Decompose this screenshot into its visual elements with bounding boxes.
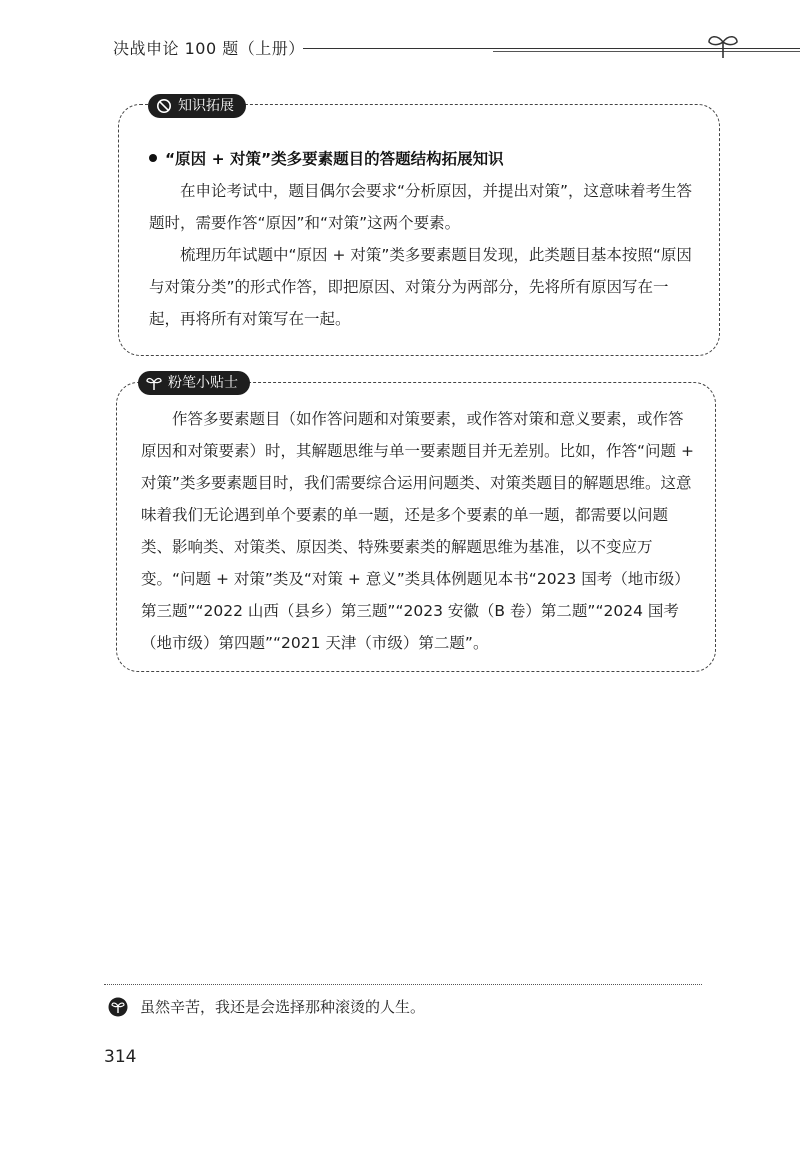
knowledge-extension-box xyxy=(118,104,720,356)
footer-quote-text: 虽然辛苦，我还是会选择那种滚烫的人生。 xyxy=(140,998,426,1016)
knowledge-paragraph-2: 梳理历年试题中“原因 + 对策”类多要素题目发现，此类题目基本按照“原因与对策分类”的形式作答，即把原因、对策分为两部分，先将所有原因写在一起，再将所有对策写在一起。 xyxy=(149,246,692,328)
knowledge-content xyxy=(149,143,697,335)
header-rule-secondary xyxy=(493,51,800,52)
sprout-icon xyxy=(705,30,741,60)
sprout-icon xyxy=(146,375,162,391)
book-title: 决战申论 100 题（上册） xyxy=(113,39,305,58)
sprout-icon xyxy=(108,997,128,1017)
page-header xyxy=(113,36,733,66)
footer-divider xyxy=(104,984,702,985)
footer-quote xyxy=(108,996,425,1017)
knowledge-heading xyxy=(149,143,697,175)
tips-paragraph: 作答多要素题目（如作答问题和对策要素，或作答对策和意义要素，或作答原因和对策要素）时，其解题思维与单一要素题目并无差别。比如，作答“问题 + 对策”类多要素题目时，我们需要综合运用问题类、对策类题目的解题思维。这意味着我们无论遇到单个要素的单一题，还是多个要素的单一题，都需要以问题类、影响类、对策类、原因类、特殊要素类的解题思维为基准，以不变应万变。“问题 + 对策”类及“对策 + 意义”类具体例题见本书“2023 国考（地市级）第三题”“2022 山西（县乡）第三题”“2023 安徽（B 卷）第二题”“2024 国考（地市级）第四题”“2021 天津（市级）第二题”。 xyxy=(141,410,694,652)
tips-content xyxy=(141,403,697,659)
bullet-icon xyxy=(149,154,157,162)
tips-badge xyxy=(138,371,250,395)
no-sign-icon xyxy=(156,98,172,114)
knowledge-badge-label: 知识拓展 xyxy=(178,98,234,114)
knowledge-heading-text: “原因 + 对策”类多要素题目的答题结构拓展知识 xyxy=(165,150,504,168)
tips-badge-label: 粉笔小贴士 xyxy=(168,375,238,391)
tips-box xyxy=(116,382,716,672)
page-number: 314 xyxy=(104,1047,137,1067)
knowledge-badge xyxy=(148,94,246,118)
knowledge-paragraph-1: 在申论考试中，题目偶尔会要求“分析原因，并提出对策”，这意味着考生答题时，需要作答“原因”和“对策”这两个要素。 xyxy=(149,182,693,232)
